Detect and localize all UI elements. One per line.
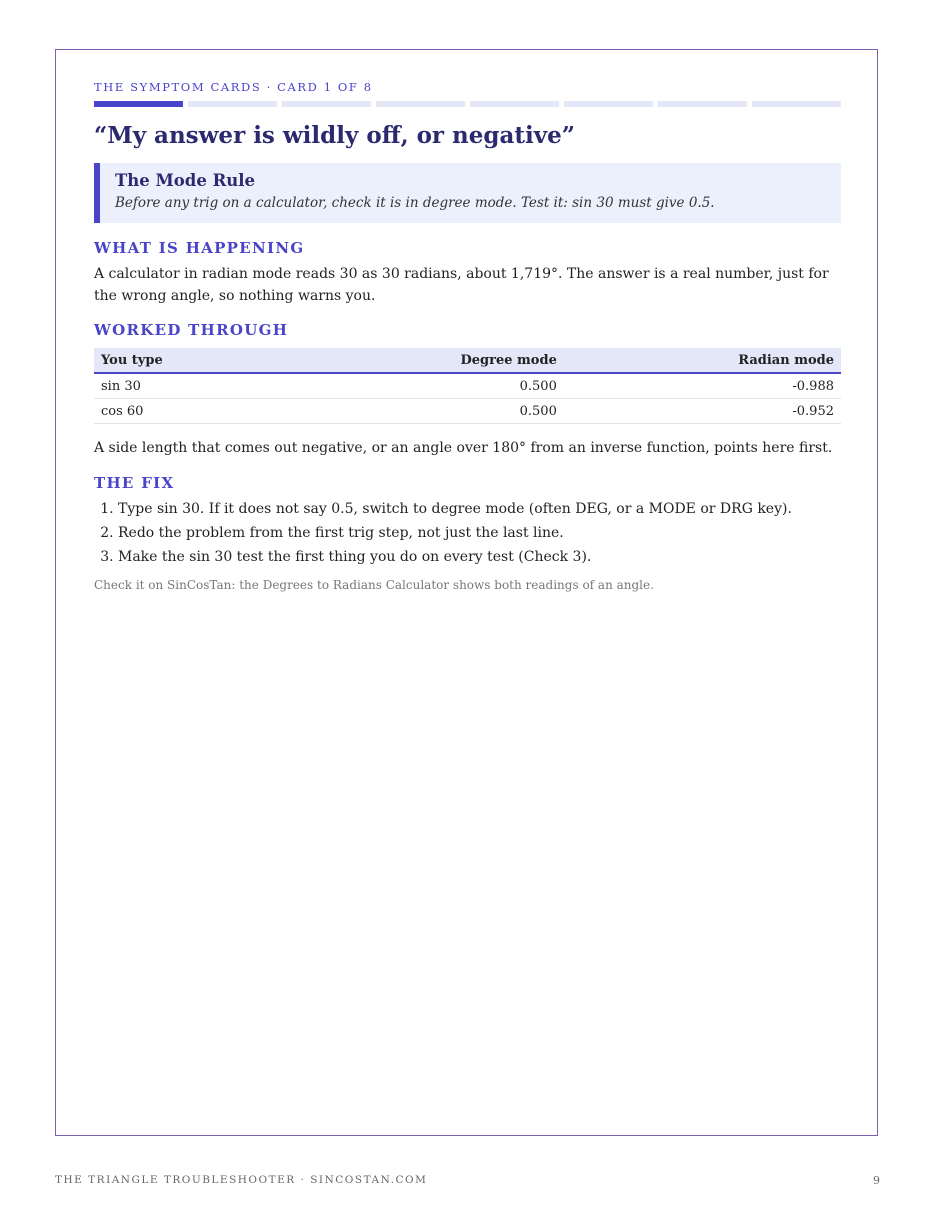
fix-step: 2. Redo the problem from the first trig step, not just the last line. — [118, 521, 792, 545]
progress-segment — [376, 101, 465, 107]
table-row — [94, 399, 841, 424]
card-headline: “My answer is wildly off, or negative” — [94, 122, 575, 149]
progress-segment — [470, 101, 559, 107]
symptom-card — [55, 49, 878, 1136]
progress-segment — [188, 101, 277, 107]
card-eyebrow: THE SYMPTOM CARDS · CARD 1 OF 8 — [94, 80, 373, 94]
fix-steps-list — [94, 497, 792, 569]
mode-rule-callout — [94, 163, 841, 223]
rule-text: Before any trig on a calculator, check it is in degree mode. Test it: sin 30 must give 0.5. — [115, 195, 715, 211]
section-heading-the-fix: THE FIX — [94, 474, 175, 492]
table-header-row — [94, 348, 841, 373]
worked-table — [94, 348, 841, 424]
progress-segment — [94, 101, 183, 107]
card-progress-bar — [94, 101, 841, 107]
column-header-degree-mode: Degree mode — [285, 348, 564, 373]
happening-text: A calculator in radian mode reads 30 as 30 radians, about 1,719°. The answer is a real number, just for the wrong angle, so nothing warns you. — [94, 266, 829, 304]
table-row — [94, 373, 841, 399]
column-header-you-type: You type — [94, 348, 285, 373]
worked-after-text: A side length that comes out negative, or an angle over 180° from an inverse function, points here first. — [94, 440, 833, 456]
progress-segment — [564, 101, 653, 107]
table-cell-input: sin 30 — [94, 373, 285, 399]
progress-segment — [658, 101, 747, 107]
table-cell-degree: 0.500 — [285, 399, 564, 424]
table-cell-radian: -0.988 — [564, 373, 841, 399]
table-cell-radian: -0.952 — [564, 399, 841, 424]
section-heading-what-is-happening: WHAT IS HAPPENING — [94, 239, 305, 257]
column-header-radian-mode: Radian mode — [564, 348, 841, 373]
table-cell-input: cos 60 — [94, 399, 285, 424]
progress-segment — [752, 101, 841, 107]
calculator-note: Check it on SinCosTan: the Degrees to Radians Calculator shows both readings of an angle. — [94, 578, 654, 592]
page-number: 9 — [873, 1174, 880, 1187]
table-cell-degree: 0.500 — [285, 373, 564, 399]
section-heading-worked-through: WORKED THROUGH — [94, 321, 289, 339]
fix-step: 3. Make the sin 30 test the first thing you do on every test (Check 3). — [118, 545, 792, 569]
fix-step: 1. Type sin 30. If it does not say 0.5, switch to degree mode (often DEG, or a MODE or DRG key). — [118, 497, 792, 521]
rule-title: The Mode Rule — [115, 171, 256, 190]
progress-segment — [282, 101, 371, 107]
footer-title: THE TRIANGLE TROUBLESHOOTER · SINCOSTAN.COM — [55, 1174, 428, 1186]
